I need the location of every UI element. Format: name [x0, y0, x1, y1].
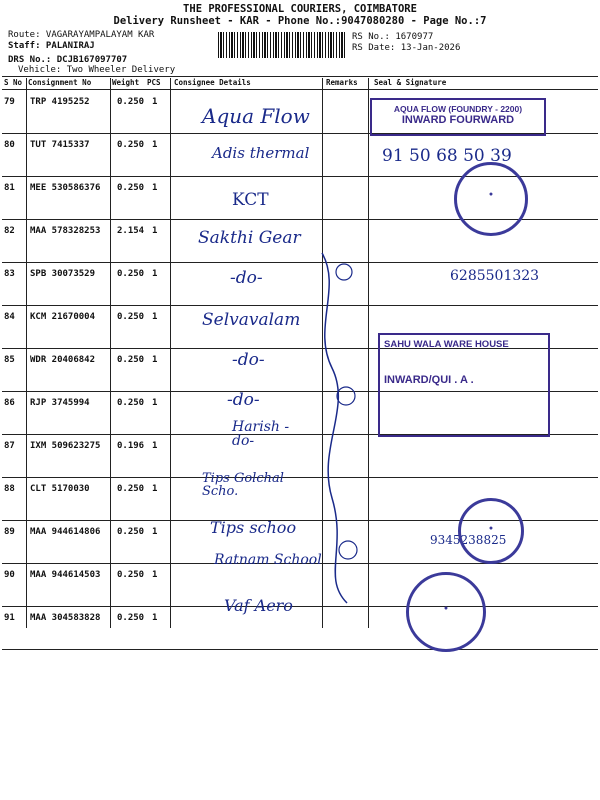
round-seal-81: ● — [454, 162, 528, 236]
cell-weight: 0.250 — [117, 527, 145, 537]
rs-no-label: RS No.: 1670977 — [352, 32, 434, 42]
cell-pcs: 1 — [152, 441, 158, 451]
hw-81: KCT — [232, 190, 269, 210]
cell-pcs: 1 — [152, 97, 158, 107]
cell-weight: 0.250 — [117, 398, 145, 408]
hw-86: -do- — [227, 390, 260, 410]
phone-90: 9345238825 — [430, 533, 507, 547]
cell-consignment: RJP 3745994 — [30, 398, 90, 408]
cell-pcs: 1 — [152, 527, 158, 537]
col-sno: S No — [4, 78, 23, 87]
cell-consignment: MAA 944614806 — [30, 527, 101, 537]
cell-weight: 0.250 — [117, 97, 145, 107]
sahu-line1: SAHU WALA WARE HOUSE — [384, 339, 509, 350]
phone-80: 91 50 68 50 39 — [382, 146, 512, 166]
phone-83: 6285501323 — [450, 268, 540, 284]
cell-consignment: SPB 30073529 — [30, 269, 96, 279]
cell-consignment: MEE 530586376 — [30, 183, 101, 193]
vehicle-label: Vehicle: Two Wheeler Delivery — [18, 65, 176, 75]
col-consignment: Consignment No — [28, 78, 92, 87]
cell-consignment: KCM 21670004 — [30, 312, 96, 322]
company-title: THE PROFESSIONAL COURIERS, COIMBATORE — [183, 3, 417, 15]
cell-weight: 0.250 — [117, 355, 145, 365]
cell-consignment: MAA 944614503 — [30, 570, 101, 580]
row-divider — [2, 649, 598, 650]
cell-pcs: 1 — [152, 312, 158, 322]
cell-sno: 86 — [4, 398, 15, 408]
cell-consignment: WDR 20406842 — [30, 355, 96, 365]
cell-pcs: 1 — [152, 183, 158, 193]
sahu-wala-stamp — [378, 333, 550, 437]
cell-consignment: TUT 7415337 — [30, 140, 90, 150]
bracket-marks — [302, 248, 372, 608]
cell-sno: 81 — [4, 183, 15, 193]
col-remarks: Remarks — [326, 78, 358, 87]
staff-label: Staff: PALANIRAJ — [8, 41, 95, 51]
cell-sno: 80 — [4, 140, 15, 150]
cell-sno: 85 — [4, 355, 15, 365]
cell-weight: 0.250 — [117, 312, 145, 322]
cell-sno: 83 — [4, 269, 15, 279]
cell-weight: 0.250 — [117, 570, 145, 580]
cell-sno: 88 — [4, 484, 15, 494]
table-row — [2, 563, 598, 606]
cell-weight: 0.250 — [117, 484, 145, 494]
hw-82: Sakthi Gear — [198, 228, 301, 248]
hw-91: Vaf Aero — [224, 596, 293, 615]
cell-weight: 0.250 — [117, 140, 145, 150]
col-consignee: Consignee Details — [174, 78, 251, 87]
cell-pcs: 1 — [152, 613, 158, 623]
barcode-image — [218, 32, 346, 58]
table-row — [2, 606, 598, 649]
cell-consignment: MAA 578328253 — [30, 226, 101, 236]
cell-consignment: IXM 509623275 — [30, 441, 101, 451]
cell-sno: 91 — [4, 613, 15, 623]
runsheet-title: Delivery Runsheet - KAR - Phone No.:9047080280 - Page No.:7 — [113, 15, 487, 27]
rs-date-label: RS Date: 13-Jan-2026 — [352, 43, 461, 53]
cell-weight: 0.196 — [117, 441, 145, 451]
hw-87: Harish -do- — [232, 419, 290, 449]
hw-88: Tips Golchal Scho. — [202, 471, 284, 499]
cell-weight: 0.250 — [117, 269, 145, 279]
round-seal-89: ● — [458, 498, 524, 564]
col-pcs: PCS — [147, 78, 161, 87]
aqua-line2: INWARD FOURWARD — [401, 114, 515, 126]
hw-90: Ratnam School — [214, 552, 322, 568]
hw-79: Aqua Flow — [202, 104, 310, 128]
cell-weight: 0.250 — [117, 613, 145, 623]
cell-sno: 90 — [4, 570, 15, 580]
hw-85: -do- — [232, 350, 265, 370]
hw-84: Selvavalam — [202, 310, 301, 330]
cell-pcs: 1 — [152, 398, 158, 408]
cell-pcs: 1 — [152, 269, 158, 279]
cell-sno: 82 — [4, 226, 15, 236]
cell-sno: 87 — [4, 441, 15, 451]
hw-83: -do- — [230, 268, 263, 288]
aqua-flow-stamp — [370, 98, 546, 136]
route-label: Route: VAGARAYAMPALAYAM KAR — [8, 30, 155, 40]
col-weight: Weight — [112, 78, 140, 87]
aqua-line1: AQUA FLOW (FOUNDRY - 2200) — [393, 104, 523, 114]
cell-pcs: 1 — [152, 570, 158, 580]
cell-weight: 0.250 — [117, 183, 145, 193]
hw-89: Tips schoo — [210, 518, 297, 537]
cell-consignment: CLT 5170030 — [30, 484, 90, 494]
cell-weight: 2.154 — [117, 226, 145, 236]
hw-80: Adis thermal — [212, 144, 310, 162]
cell-sno: 89 — [4, 527, 15, 537]
cell-pcs: 1 — [152, 484, 158, 494]
cell-consignment: MAA 304583828 — [30, 613, 101, 623]
sahu-line2: INWARD/QUI . A . — [384, 374, 474, 386]
cell-pcs: 1 — [152, 355, 158, 365]
round-seal-91: ● — [406, 572, 486, 652]
cell-pcs: 1 — [152, 226, 158, 236]
drs-label: DRS No.: DCJB167097707 — [8, 55, 128, 65]
col-seal: Seal & Signature — [374, 78, 447, 87]
cell-pcs: 1 — [152, 140, 158, 150]
cell-sno: 79 — [4, 97, 15, 107]
cell-consignment: TRP 4195252 — [30, 97, 90, 107]
cell-sno: 84 — [4, 312, 15, 322]
